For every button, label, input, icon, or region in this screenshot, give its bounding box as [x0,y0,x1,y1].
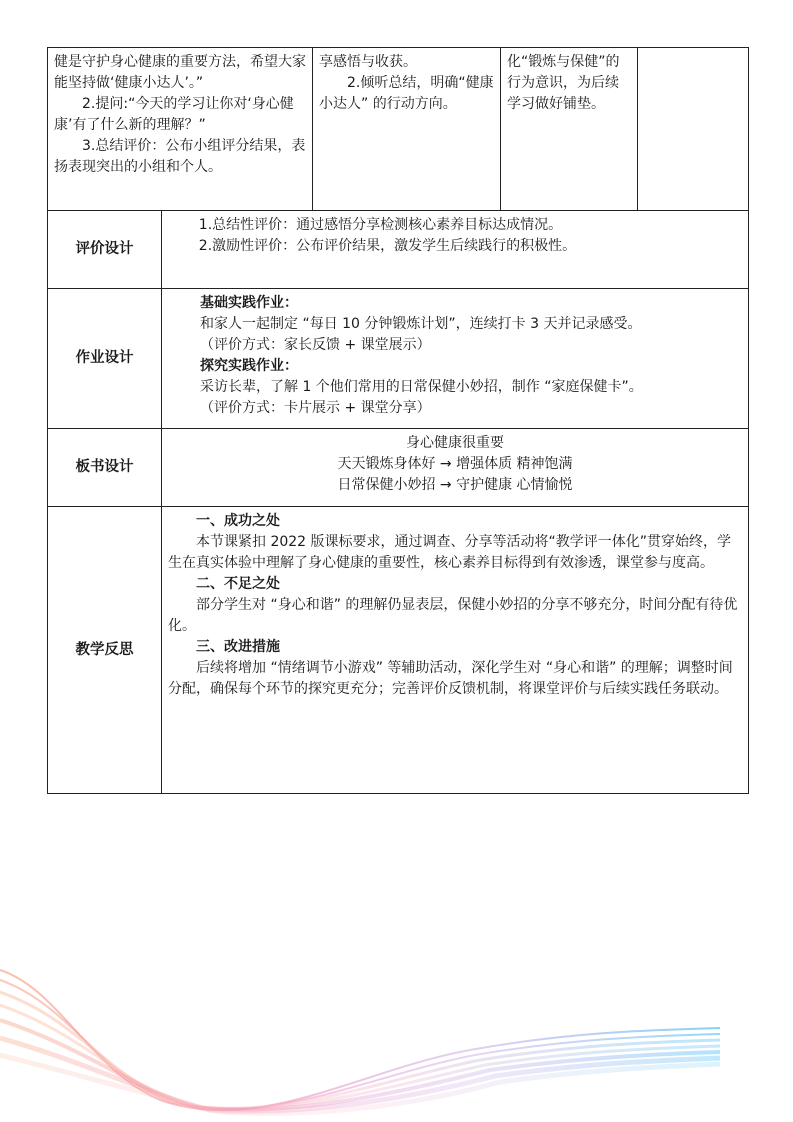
process-continuation-row [48,48,749,211]
homework-label: 作业设计 [48,289,162,429]
design-intent-cell [501,48,638,211]
reflection-content [162,507,749,794]
basic-homework-eval: （评价方式：家长反馈 + 课堂展示） [200,337,431,353]
reflection-heading-3: 三、改进措施 [196,639,280,655]
lesson-table [47,47,749,794]
board-content [162,429,749,507]
teacher-text-3: 3.总结评价：公布小组评分结果，表扬表现突出的小组和个人。 [54,138,306,175]
student-text-2: 2.倾听总结，明确“健康小达人” 的行动方向。 [319,75,494,112]
student-text-1: 享感悟与收获。 [319,54,418,70]
reflection-heading-1: 一、成功之处 [196,513,280,529]
teacher-activity-cell [48,48,313,211]
student-activity-cell [313,48,501,211]
board-line-1: 天天锻炼身体好 → 增强体质 精神饱满 [337,456,573,472]
teacher-text-1: 健是守护身心健康的重要方法，希望大家能坚持做‘健康小达人’。” [54,54,306,91]
explore-homework-title: 探究实践作业： [200,358,298,374]
evaluation-content [162,211,749,289]
reflection-label: 教学反思 [48,507,162,794]
intent-text-1: 化“锻炼与保健”的行为意识，为后续学习做好铺垫。 [507,54,620,112]
evaluation-label: 评价设计 [48,211,162,289]
board-row [48,429,749,507]
empty-cell [638,48,749,211]
reflection-para-3: 后续将增加 “情绪调节小游戏” 等辅助活动，深化学生对 “身心和谐” 的理解；调整时间分配，确保每个环节的探究更充分；完善评价反馈机制，将课堂评价与后续实践任务联动。 [168,660,733,697]
explore-homework-task: 采访长辈，了解 1 个他们常用的日常保健小妙招，制作 “家庭保健卡”。 [200,379,643,395]
reflection-heading-2: 二、不足之处 [196,576,280,592]
board-line-2: 日常保健小妙招 → 守护健康 心情愉悦 [337,477,573,493]
reflection-row [48,507,749,794]
evaluation-line-2: 2.激励性评价：公布评价结果，激发学生后续践行的积极性。 [198,238,577,254]
board-title: 身心健康很重要 [406,435,504,451]
explore-homework-eval: （评价方式：卡片展示 + 课堂分享） [200,400,431,416]
basic-homework-title: 基础实践作业： [200,295,298,311]
reflection-para-1: 本节课紧扣 2022 版课标要求，通过调查、分享等活动将“教学评一体化”贯穿始终，学生在真实体验中理解了身心健康的重要性，核心素养目标得到有效渗透，课堂参与度高。 [168,534,732,571]
decorative-swirl [0,950,793,1122]
reflection-para-2: 部分学生对 “身心和谐” 的理解仍显表层，保健小妙招的分享不够充分，时间分配有待优化。 [168,597,738,634]
basic-homework-task: 和家人一起制定 “每日 10 分钟锻炼计划”，连续打卡 3 天并记录感受。 [200,316,642,332]
board-label: 板书设计 [48,429,162,507]
evaluation-row [48,211,749,289]
homework-row [48,289,749,429]
teacher-text-2: 2.提问:“今天的学习让你对‘身心健康’有了什么新的理解？” [54,96,294,133]
homework-content [162,289,749,429]
evaluation-line-1: 1.总结性评价：通过感悟分享检测核心素养目标达成情况。 [198,217,563,233]
